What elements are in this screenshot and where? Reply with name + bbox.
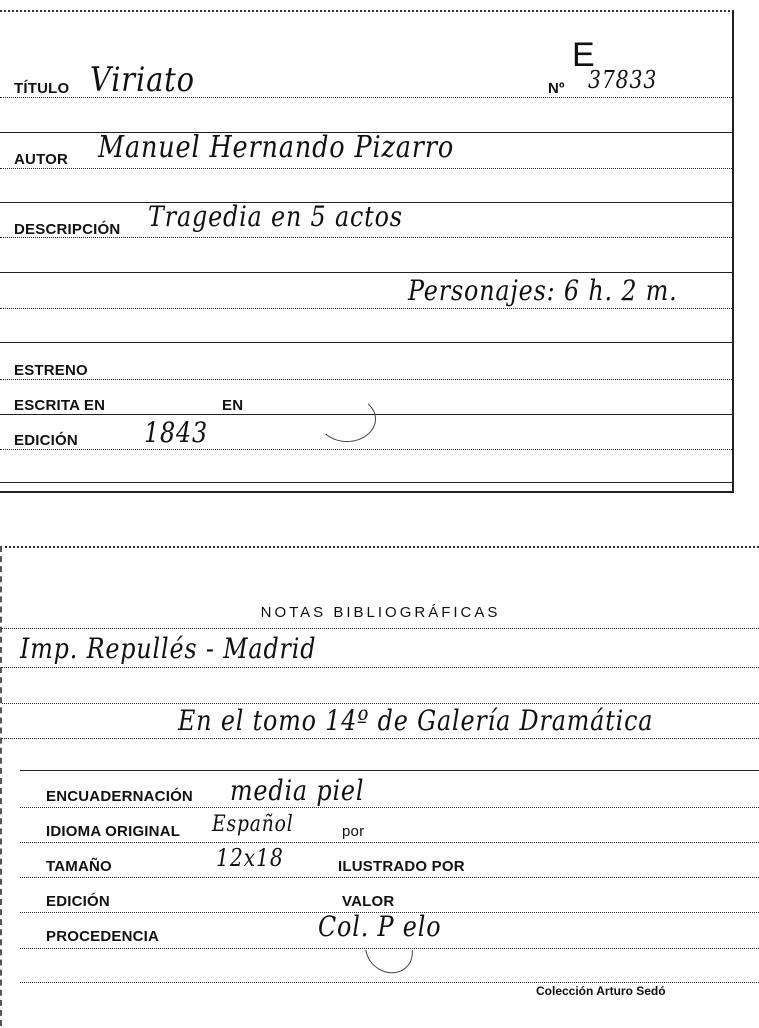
rule-line [2, 628, 759, 629]
estreno-label: ESTRENO [14, 362, 88, 379]
rule-line [20, 877, 759, 878]
rule-line [0, 482, 732, 483]
personajes-value: Personajes: 6 h. 2 m. [408, 274, 678, 307]
rule-line [0, 308, 732, 309]
numero-value: 37833 [588, 66, 658, 94]
idioma-value: Español [212, 812, 294, 837]
catalog-card-front [0, 10, 734, 493]
procedencia-value: Col. P elo [318, 910, 442, 943]
nota-line-1: Imp. Repullés - Madrid [20, 632, 317, 665]
titulo-label: TÍTULO [14, 80, 70, 97]
rule-line [2, 667, 759, 668]
valor-label: VALOR [342, 893, 395, 910]
edicion-label: EDICIÓN [14, 432, 78, 449]
rule-line [2, 738, 759, 739]
autor-label: AUTOR [14, 151, 69, 168]
idioma-label: IDIOMA ORIGINAL [46, 823, 181, 840]
en-label: EN [222, 397, 244, 414]
stamp-letter: E [572, 36, 595, 74]
rule-line [0, 379, 732, 380]
rule-line [0, 272, 732, 273]
ilustrado-label: ILUSTRADO POR [338, 858, 465, 875]
tamano-value: 12x18 [216, 844, 284, 872]
nota-line-2: En el tomo 14º de Galería Dramática [178, 704, 654, 737]
rule-line [0, 449, 732, 450]
numero-label: Nº [548, 80, 565, 97]
rule-line [0, 168, 732, 169]
rule-line [20, 982, 759, 983]
catalog-card-back [0, 546, 759, 1026]
stamp-circle [318, 396, 376, 442]
descripcion-label: DESCRIPCIÓN [14, 221, 121, 238]
notas-heading: NOTAS BIBLIOGRÁFICAS [260, 604, 501, 621]
autor-value: Manuel Hernando Pizarro [98, 130, 455, 165]
edicion-value: 1843 [144, 416, 208, 449]
encuadernacion-label: ENCUADERNACIÓN [46, 788, 193, 805]
por-label: por [342, 823, 365, 840]
encuadernacion-value: media piel [230, 774, 365, 807]
rule-line [20, 807, 759, 808]
rule-line [0, 342, 732, 343]
procedencia-label: PROCEDENCIA [46, 928, 160, 945]
tamano-label: TAMAÑO [46, 858, 112, 875]
rule-line [20, 770, 759, 771]
collection-footer: Colección Arturo Sedó [536, 984, 666, 998]
descripcion-value: Tragedia en 5 actos [148, 200, 403, 233]
edicion-back-label: EDICIÓN [46, 893, 110, 910]
escrita-en-label: ESCRITA EN [14, 397, 106, 414]
titulo-value: Viriato [90, 60, 195, 100]
rule-line [20, 842, 759, 843]
